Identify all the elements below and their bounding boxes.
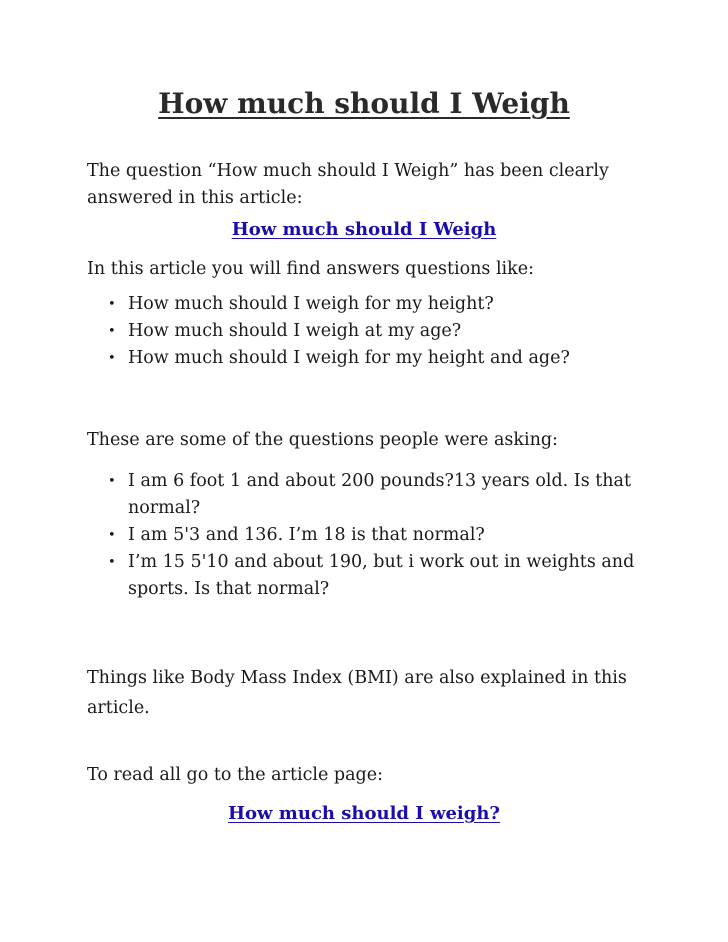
article-link-bottom[interactable] [0, 801, 728, 827]
page-title: How much should I Weigh [158, 87, 570, 120]
section2-lead: These are some of the questions people were asking: [87, 430, 558, 450]
list-item [87, 318, 647, 345]
outro-paragraph: To read all go to the article page: [87, 765, 384, 785]
article-link-top[interactable] [0, 217, 728, 243]
article-link-bottom-label[interactable]: How much should I weigh? [228, 803, 500, 824]
list-item [87, 291, 647, 318]
intro-paragraph: The question “How much should I Weigh” has been clearly answered in this article: [87, 161, 609, 208]
list-item [87, 549, 647, 603]
section2-list [87, 468, 647, 603]
list-item-text: I am 5'3 and 136. I’m 18 is that normal? [128, 525, 485, 545]
list-item [87, 468, 647, 522]
bullet-icon: • [108, 297, 116, 312]
bullet-icon: • [108, 351, 116, 366]
article-link-top-label[interactable]: How much should I Weigh [231, 219, 497, 240]
list-item-text: I’m 15 5'10 and about 190, but i work out in weights and sports. Is that normal? [128, 552, 635, 599]
list-item-text: How much should I weigh at my age? [128, 321, 462, 341]
section1-list [87, 291, 647, 372]
bullet-icon: • [108, 528, 116, 543]
list-item-text: How much should I weigh for my height and age? [128, 348, 570, 368]
bullet-icon: • [108, 474, 116, 489]
section1-lead: In this article you will find answers questions like: [87, 259, 535, 279]
list-item [87, 345, 647, 372]
bullet-icon: • [108, 555, 116, 570]
list-item [87, 522, 647, 549]
bullet-icon: • [108, 324, 116, 339]
bmi-paragraph: Things like Body Mass Index (BMI) are also explained in this article. [87, 668, 627, 718]
list-item-text: I am 6 foot 1 and about 200 pounds?13 years old. Is that normal? [128, 471, 632, 518]
list-item-text: How much should I weigh for my height? [128, 294, 494, 314]
